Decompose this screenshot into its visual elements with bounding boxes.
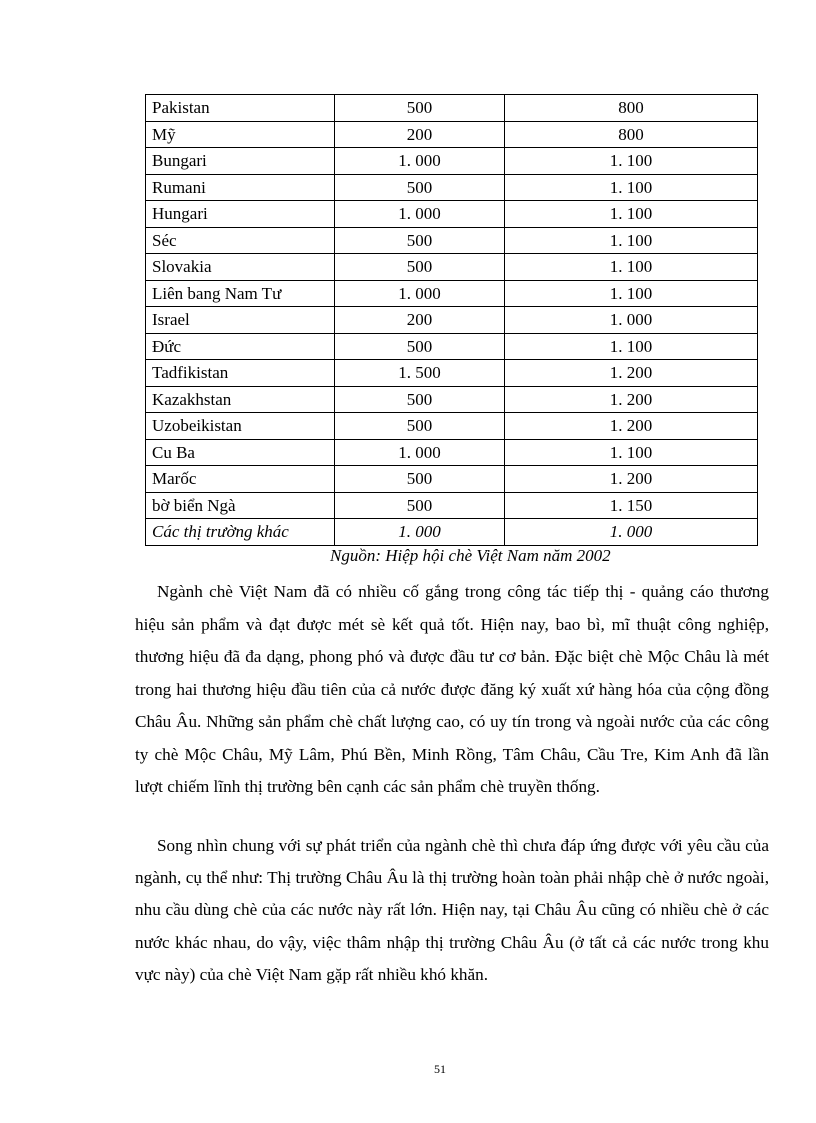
value-cell-1: 500 [335,466,505,493]
value-cell-2: 1. 200 [505,413,758,440]
value-cell-2: 1. 100 [505,148,758,175]
table-row [146,95,758,122]
country-cell: Các thị trường khác [146,519,335,546]
country-cell: Rumani [146,174,335,201]
country-cell: Cu Ba [146,439,335,466]
value-cell-2: 1. 200 [505,386,758,413]
table-row [146,280,758,307]
table-row [146,413,758,440]
table-row [146,148,758,175]
value-cell-2: 1. 100 [505,333,758,360]
value-cell-1: 500 [335,254,505,281]
value-cell-1: 200 [335,121,505,148]
table-row [146,360,758,387]
value-cell-1: 1. 000 [335,519,505,546]
body-paragraph-1: Ngành chè Việt Nam đã có nhiều cố gắng trong công tác tiếp thị - quảng cáo thương hiệu sản phẩm và đạt được mét sè kết quả tốt. Hiện nay, bao bì, mĩ thuật công nghiệp, thương hiệu đã đa dạng, phong phó và được đầu tư cơ bản. Đặc biệt chè Mộc Châu là mét trong hai thương hiệu đầu tiên của cả nước được đăng ký xuất xứ hàng hóa của cộng đồng Châu Âu. Những sản phẩm chè chất lượng cao, có uy tín trong và ngoài nước của các công ty chè Mộc Châu, Mỹ Lâm, Phú Bền, Minh Rồng, Tâm Châu, Cầu Tre, Kim Anh đã lần lượt chiếm lĩnh thị trường bên cạnh các sản phẩm chè truyền thống. [135,582,769,796]
value-cell-2: 800 [505,95,758,122]
value-cell-2: 1. 100 [505,174,758,201]
value-cell-1: 200 [335,307,505,334]
country-cell: Slovakia [146,254,335,281]
country-cell: Séc [146,227,335,254]
country-cell: Liên bang Nam Tư [146,280,335,307]
table-row [146,227,758,254]
table-row [146,254,758,281]
country-cell: Bungari [146,148,335,175]
country-cell: Đức [146,333,335,360]
country-cell: Pakistan [146,95,335,122]
table-row-other-markets [146,519,758,546]
value-cell-2: 1. 000 [505,519,758,546]
table-row [146,174,758,201]
table-row [146,201,758,228]
value-cell-2: 1. 200 [505,466,758,493]
country-cell: Kazakhstan [146,386,335,413]
value-cell-2: 1. 200 [505,360,758,387]
table-row [146,386,758,413]
value-cell-1: 500 [335,174,505,201]
value-cell-1: 1. 000 [335,201,505,228]
page-number: 51 [434,1062,446,1076]
value-cell-1: 1. 000 [335,280,505,307]
value-cell-2: 800 [505,121,758,148]
country-cell: Mỹ [146,121,335,148]
country-cell: Marốc [146,466,335,493]
country-cell: Israel [146,307,335,334]
value-cell-1: 500 [335,227,505,254]
table-row [146,439,758,466]
country-cell: Tadfikistan [146,360,335,387]
value-cell-1: 500 [335,333,505,360]
body-paragraph-2: Song nhìn chung với sự phát triển của ngành chè thì chưa đáp ứng được với yêu cầu của ngành, cụ thể như: Thị trường Châu Âu là thị trường hoàn toàn phải nhập chè ở nước ngoài, nhu cầu dùng chè của các nước này rất lớn. Hiện nay, tại Châu Âu cũng có nhiều chè ở các nước khác nhau, do vậy, việc thâm nhập thị trường Châu Âu (ở tất cả các nước trong khu vực này) của chè Việt Nam gặp rất nhiều khó khăn. [135,836,769,984]
country-cell: Uzobeikistan [146,413,335,440]
table-row [146,121,758,148]
value-cell-1: 500 [335,492,505,519]
country-cell: Hungari [146,201,335,228]
source-note: Nguồn: Hiệp hội chè Việt Nam năm 2002 [330,546,611,565]
country-cell: bờ biển Ngà [146,492,335,519]
value-cell-2: 1. 100 [505,254,758,281]
value-cell-1: 500 [335,386,505,413]
value-cell-1: 500 [335,95,505,122]
value-cell-2: 1. 100 [505,439,758,466]
table-row [146,466,758,493]
value-cell-1: 500 [335,413,505,440]
table-row [146,492,758,519]
value-cell-1: 1. 000 [335,148,505,175]
table-row [146,307,758,334]
tea-export-table [145,94,758,546]
value-cell-2: 1. 000 [505,307,758,334]
value-cell-1: 1. 000 [335,439,505,466]
value-cell-2: 1. 100 [505,201,758,228]
value-cell-2: 1. 150 [505,492,758,519]
value-cell-2: 1. 100 [505,280,758,307]
table-row [146,333,758,360]
value-cell-2: 1. 100 [505,227,758,254]
value-cell-1: 1. 500 [335,360,505,387]
